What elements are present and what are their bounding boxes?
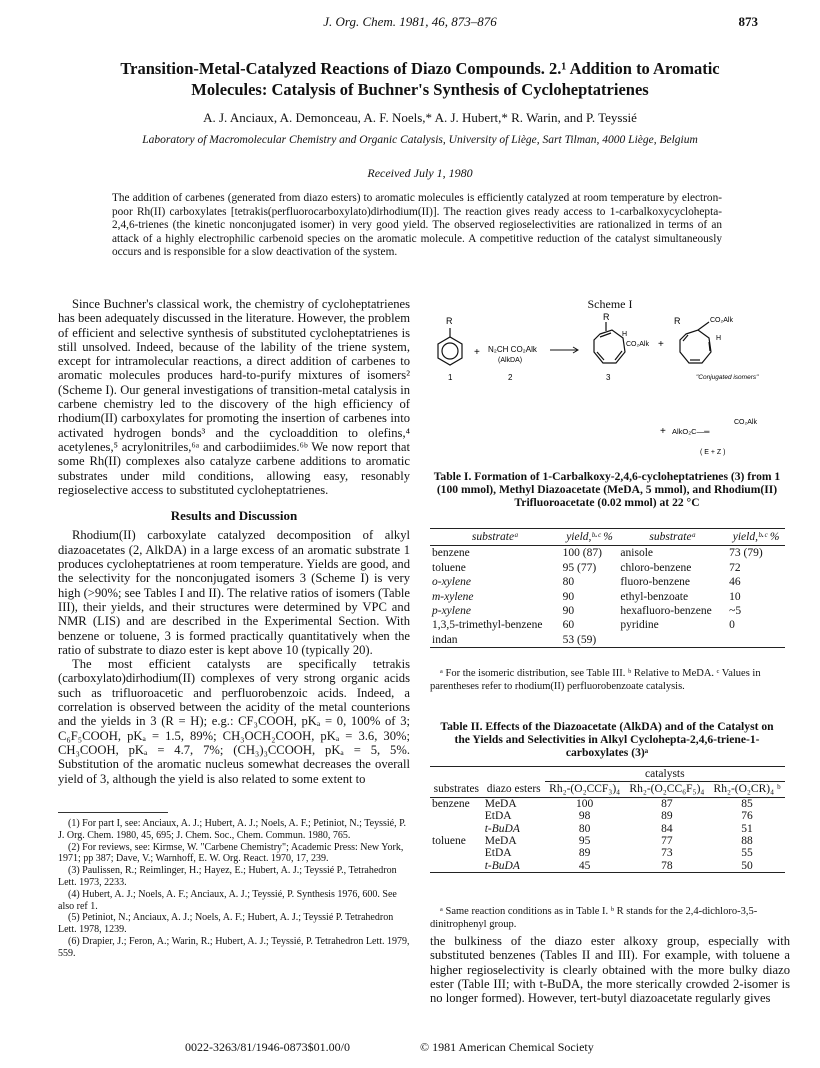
- substituent-label: R: [446, 316, 453, 326]
- table-cell: hexafluoro-benzene: [620, 605, 712, 618]
- ester-label: CO₂Alk: [626, 341, 649, 348]
- table-cell: toluene: [432, 835, 466, 848]
- page-footer: [0, 1040, 820, 1058]
- table-cell: 98: [578, 810, 591, 823]
- table-row: [430, 561, 785, 575]
- table-cell: 84: [661, 822, 673, 835]
- right-column-text: the bulkiness of the diazo ester alkoxy group, especially with substituted benzenes (Tables II and III). For example, with toluene a higher regioselectivity is clearly obtained with the more bulky diazo ester (Table III; with t-BuDA, the more sterically crowded 2-isomer is no longer formed). However, tert-butyl diazoacetate regularly gives: [430, 934, 790, 1006]
- footnote: (1) For part I, see: Anciaux, A. J.; Hubert, A. J.; Noels, A. F.; Petiniot, N.; Teyssié, P. J. Org. Chem. 1980, 45, 695; J. Chem. Soc., Chem. Commun. 1980, 765.: [58, 818, 407, 841]
- substituent-label: R: [603, 312, 610, 322]
- substituent-label: R: [674, 316, 681, 326]
- table-cell: 77: [661, 835, 673, 848]
- table-row: [430, 604, 785, 618]
- plus-sign: +: [660, 426, 666, 437]
- abstract: The addition of carbenes (generated from diazo esters) to aromatic molecules is efficiently catalyzed at room temperature by electron-poor Rh(II) carboxylates [tetrakis(perfluorocarboxylato)dirhodium(II)]. The reaction gives ready access to 1-carbalkoxycyclohepta-2,4,6-trienes (the kinetic nonconjugated isomer) in very good yield. The observed regioselectivities are rationalized in terms of an attack of a highly electrophilic carbenoid species on the aromatic molecule. A competitive reduction of the catalyst simultaneously occurs and is responsible for a slow deactivation of the system.: [112, 192, 722, 259]
- conjugated-isomer-structure: [680, 322, 711, 363]
- journal-citation: J. Org. Chem. 1981, 46, 873–876: [323, 14, 497, 29]
- table-cell: p-xylene: [432, 605, 471, 618]
- table-header-cell: substrateᵃ: [618, 529, 727, 546]
- table-header-cell: substrates: [430, 782, 483, 797]
- compound-number: 3: [606, 373, 611, 382]
- journal-code: 0022-3263/81/1946-0873$01.00/0: [185, 1040, 350, 1054]
- table-cell: 10: [729, 590, 741, 603]
- table-cell: 89: [661, 810, 673, 823]
- table-cell: [618, 633, 727, 648]
- table2-caption: Table II. Effects of the Diazoacetate (AlkDA) and of the Catalyst on the Yields and Selectivities in Alkyl Cyclohepta-2,4,6-triene-1-carboxylates (3)ᵃ: [440, 720, 774, 760]
- table-cell: chloro-benzene: [620, 561, 692, 574]
- alkene-label: AlkO₂C—═: [672, 427, 710, 436]
- ester-label: CO₂Alk: [710, 317, 733, 324]
- footnotes: [58, 818, 410, 960]
- table-cell: MeDA: [484, 835, 517, 848]
- table-row: [430, 590, 785, 604]
- plus-sign: +: [658, 339, 664, 350]
- benzene-ring-structure: [438, 328, 462, 365]
- ester-label: CO₂Alk: [734, 419, 757, 426]
- table-header-cell: yield,ᵇ·ᶜ %: [561, 529, 619, 546]
- footnote: (4) Hubert, A. J.; Noels, A. F.; Anciaux, A. J.; Teyssié, P. Synthesis 1976, 600. See also ref 1.: [58, 888, 397, 912]
- table-row: [430, 860, 785, 873]
- table1-caption: Table I. Formation of 1-Carbalkoxy-2,4,6-cycloheptatrienes (3) from 1 (100 mmol), Methyl Diazoacetate (MeDA, 5 mmol), and Rhodium(II) Trifluoroacetate (0.02 mmol) at 22 °C: [433, 470, 781, 510]
- table-cell: 88: [741, 835, 753, 848]
- table1-footnote: ᵃ For the isomeric distribution, see Table III. ᵇ Relative to MeDA. ᶜ Values in parentheses refer to rhodium(II) perfluorobenzoate catalysis.: [430, 668, 761, 692]
- section-heading: Results and Discussion: [170, 508, 298, 524]
- table2: [430, 766, 785, 873]
- reaction-arrow: [550, 347, 578, 353]
- reaction-scheme: [428, 312, 788, 462]
- author-list: A. J. Anciaux, A. Demonceau, A. F. Noels,* A. J. Hubert,* R. Warin, and P. Teyssié: [203, 110, 637, 125]
- table-cell: t-BuDA: [484, 822, 520, 835]
- table-cell: [430, 847, 483, 859]
- table1: [430, 528, 785, 648]
- table-cell: anisole: [620, 547, 653, 560]
- table-cell: [430, 860, 483, 873]
- table-cell: indan: [430, 633, 561, 648]
- table-cell: 60: [562, 619, 575, 632]
- table-group-header: catalysts: [545, 767, 785, 782]
- hydrogen-label: H: [716, 335, 722, 342]
- table-row: [430, 575, 785, 589]
- table2-footnote: ᵃ Same reaction conditions as in Table I. ᵇ R stands for the 2,4-dichloro-3,5-dinitrophenyl group.: [430, 906, 758, 930]
- table-cell: 87: [661, 797, 673, 810]
- left-column: [58, 297, 410, 786]
- table-cell: 53 (59): [561, 633, 619, 648]
- hydrogen-label: H: [622, 331, 628, 338]
- table-row: [430, 823, 785, 835]
- table-cell: 100 (87): [562, 547, 602, 560]
- isomer-caption: "Conjugated isomers": [696, 374, 759, 381]
- table-cell: [430, 810, 483, 822]
- footnote: (5) Petiniot, N.; Anciaux, A. J.; Noels, A. F.; Hubert, A. J.; Teyssié P. Tetrahedron Lett. 1978, 1239.: [58, 912, 394, 936]
- table-cell: t-BuDA: [483, 860, 545, 873]
- table-header-cell: substrateᵃ: [430, 529, 561, 546]
- table-row: [430, 835, 785, 847]
- table-cell: 95 (77): [562, 561, 597, 574]
- table-cell: 100: [576, 797, 594, 810]
- table-row: [430, 797, 785, 810]
- cycloheptatriene-structure: [594, 322, 628, 363]
- reagent-abbrev: (AlkDA): [498, 357, 523, 364]
- table-row: [430, 618, 785, 632]
- table-cell: MeDA: [484, 797, 517, 810]
- scheme-title: Scheme I: [587, 297, 633, 311]
- table-cell: [430, 823, 483, 835]
- table-cell: toluene: [432, 561, 466, 574]
- table-cell: benzene: [432, 547, 470, 560]
- reagent-label: N₂CH CO₂Alk: [488, 345, 537, 354]
- table-header-cell: diazo esters: [483, 782, 545, 797]
- compound-number: 1: [448, 373, 453, 382]
- running-header: [0, 14, 820, 34]
- table-cell: [727, 633, 785, 648]
- page-number: 873: [738, 14, 758, 29]
- table-cell: 95: [578, 835, 591, 848]
- table-cell: m-xylene: [432, 590, 474, 603]
- copyright: © 1981 American Chemical Society: [420, 1040, 594, 1054]
- table-cell: 1,3,5-trimethyl-benzene: [432, 619, 543, 632]
- table-cell: 80: [562, 576, 575, 589]
- plus-sign: +: [474, 347, 480, 358]
- table-row: [430, 810, 785, 822]
- table-cell: 73 (79): [729, 547, 763, 560]
- table-cell: 89: [578, 847, 591, 860]
- table-header-cell: Rh₂-(O₂CC₆F₅)₄: [625, 782, 709, 797]
- compound-number: 2: [508, 373, 513, 382]
- footnote: (3) Paulissen, R.; Reimlinger, H.; Hayez, E.; Hubert, A. J.; Teyssié P., Tetrahedron Lett. 1973, 2233.: [58, 865, 397, 888]
- table-cell: 78: [625, 860, 709, 873]
- table-cell: 45: [545, 860, 625, 873]
- table-cell: 80: [578, 822, 591, 835]
- body-paragraph: Rhodium(II) carboxylate catalyzed decomposition of alkyl diazoacetates (2, AlkDA) in a large excess of an aromatic substrate 1 produces cycloheptatrienes at room temperature. Yields are good, and the selectivity for the nonconjugated isomers 3 (Scheme I) is very high (>90%; see Tables I and II). The relative ratios of isomers (Table III), their yields, and their structures were determined by VPC and NMR (LIS) and are described in the Experimental Section. With benzene or toluene, 3 is formed practically quantitatively when the ratio of substrate to diazo ester is kept above 10 (typically 20).: [58, 528, 410, 657]
- table-cell: 72: [729, 561, 741, 574]
- table-cell: EtDA: [484, 810, 512, 823]
- table-cell: 50: [709, 860, 785, 873]
- table-cell: 55: [741, 847, 753, 860]
- footnote: (2) For reviews, see: Kirmse, W. "Carbene Chemistry"; Academic Press: New York, 1971; pp 387; Dave, V.; Warnhoff, E. W. Org. React. 1970, 17, 239.: [58, 841, 404, 865]
- table-header-cell: Rh₂-(O₂CCF₃)₄: [545, 782, 625, 797]
- table-row: [430, 633, 785, 648]
- table-cell: 90: [562, 590, 575, 603]
- table-cell: 90: [562, 605, 575, 618]
- table-cell: 76: [741, 810, 753, 823]
- table-cell: EtDA: [484, 847, 512, 860]
- affiliation: Laboratory of Macromolecular Chemistry and Organic Catalysis, University of Liège, Sart Tilman, 4000 Liège, Belgium: [142, 134, 698, 146]
- table-cell: ~5: [729, 605, 742, 618]
- isomer-note: ( E + Z ): [700, 449, 726, 456]
- received-date: Received July 1, 1980: [367, 166, 473, 180]
- body-paragraph: The most efficient catalysts are specifically tetrakis (carboxylato)dirhodium(II) complexes of very strong organic acids such as trifluoroacetic and perfluorobenzoic acids. Indeed, a correlation is observed between the acidity of the metal counterions and the yields in 3 (R = H); e.g.: CF₃COOH, pKₐ = 0, 100% of 3; C₆F₅COOH, pKₐ = 1.5, 89%; CH₃OCH₂COOH, pKₐ = 3.6, 30%; CH₃COOH, pKₐ = 4.7, 7%; (CH₃)₃CCOOH, pKₐ = 5, 5%. Substitution of the aromatic nucleus somewhat decreases the overall yield of 3, although the yield is also related to some extent to: [58, 657, 410, 786]
- article-title: Transition-Metal-Catalyzed Reactions of Diazo Compounds. 2.¹ Addition to Aromatic Molecules: Catalysis of Buchner's Synthesis of Cycloheptatrienes: [120, 59, 720, 99]
- footnote: (6) Drapier, J.; Feron, A.; Warin, R.; Hubert, A. J.; Teyssié, P. Tetrahedron Lett. 1979, 559.: [58, 935, 410, 959]
- table-header-cell: Rh₂-(O₂CR)₄ ᵇ: [709, 782, 785, 797]
- table-row: [430, 847, 785, 859]
- table-row: [430, 546, 785, 561]
- table-cell: 46: [729, 576, 741, 589]
- table-cell: 0: [729, 619, 735, 632]
- body-paragraph: Since Buchner's classical work, the chemistry of cycloheptatrienes has been adequately discussed in the literature. However, the problem of efficient and selective synthesis of substituted cycloheptatrienes is still unsolved. Indeed, because of the lability of the triene system, except for intramolecular reactions, a direct addition of carbenes to aromatic molecules produces hard-to-purify mixtures of isomers² (Scheme I). Our general investigations of transition-metal catalysis in carbene chemistry led to the discovery of the high efficiency of rhodium(II) carboxylates for promoting the insertion of carbenes into activated hydrogen bonds³ and the cycloaddition to olefins,⁴ acetylenes,⁵ acrylonitriles,⁶ᵃ and carbodiimides.⁶ᵇ We now report that some Rh(II) complexes also catalyze carbene additions to aromatic substrates under mild conditions, allowing easy, resonably regioselective access to substituted cycloheptatrienes.: [58, 297, 410, 497]
- table-cell: pyridine: [620, 619, 659, 632]
- table-cell: 73: [661, 847, 673, 860]
- table-header-cell: yield,ᵇ·ᶜ %: [727, 529, 785, 546]
- table-cell: 51: [741, 822, 753, 835]
- table-cell: 85: [741, 797, 753, 810]
- table-cell: o-xylene: [432, 576, 471, 589]
- table-cell: benzene: [432, 797, 470, 810]
- table-cell: fluoro-benzene: [620, 576, 691, 589]
- table-cell: ethyl-benzoate: [620, 590, 689, 603]
- footnote-divider: [58, 812, 168, 813]
